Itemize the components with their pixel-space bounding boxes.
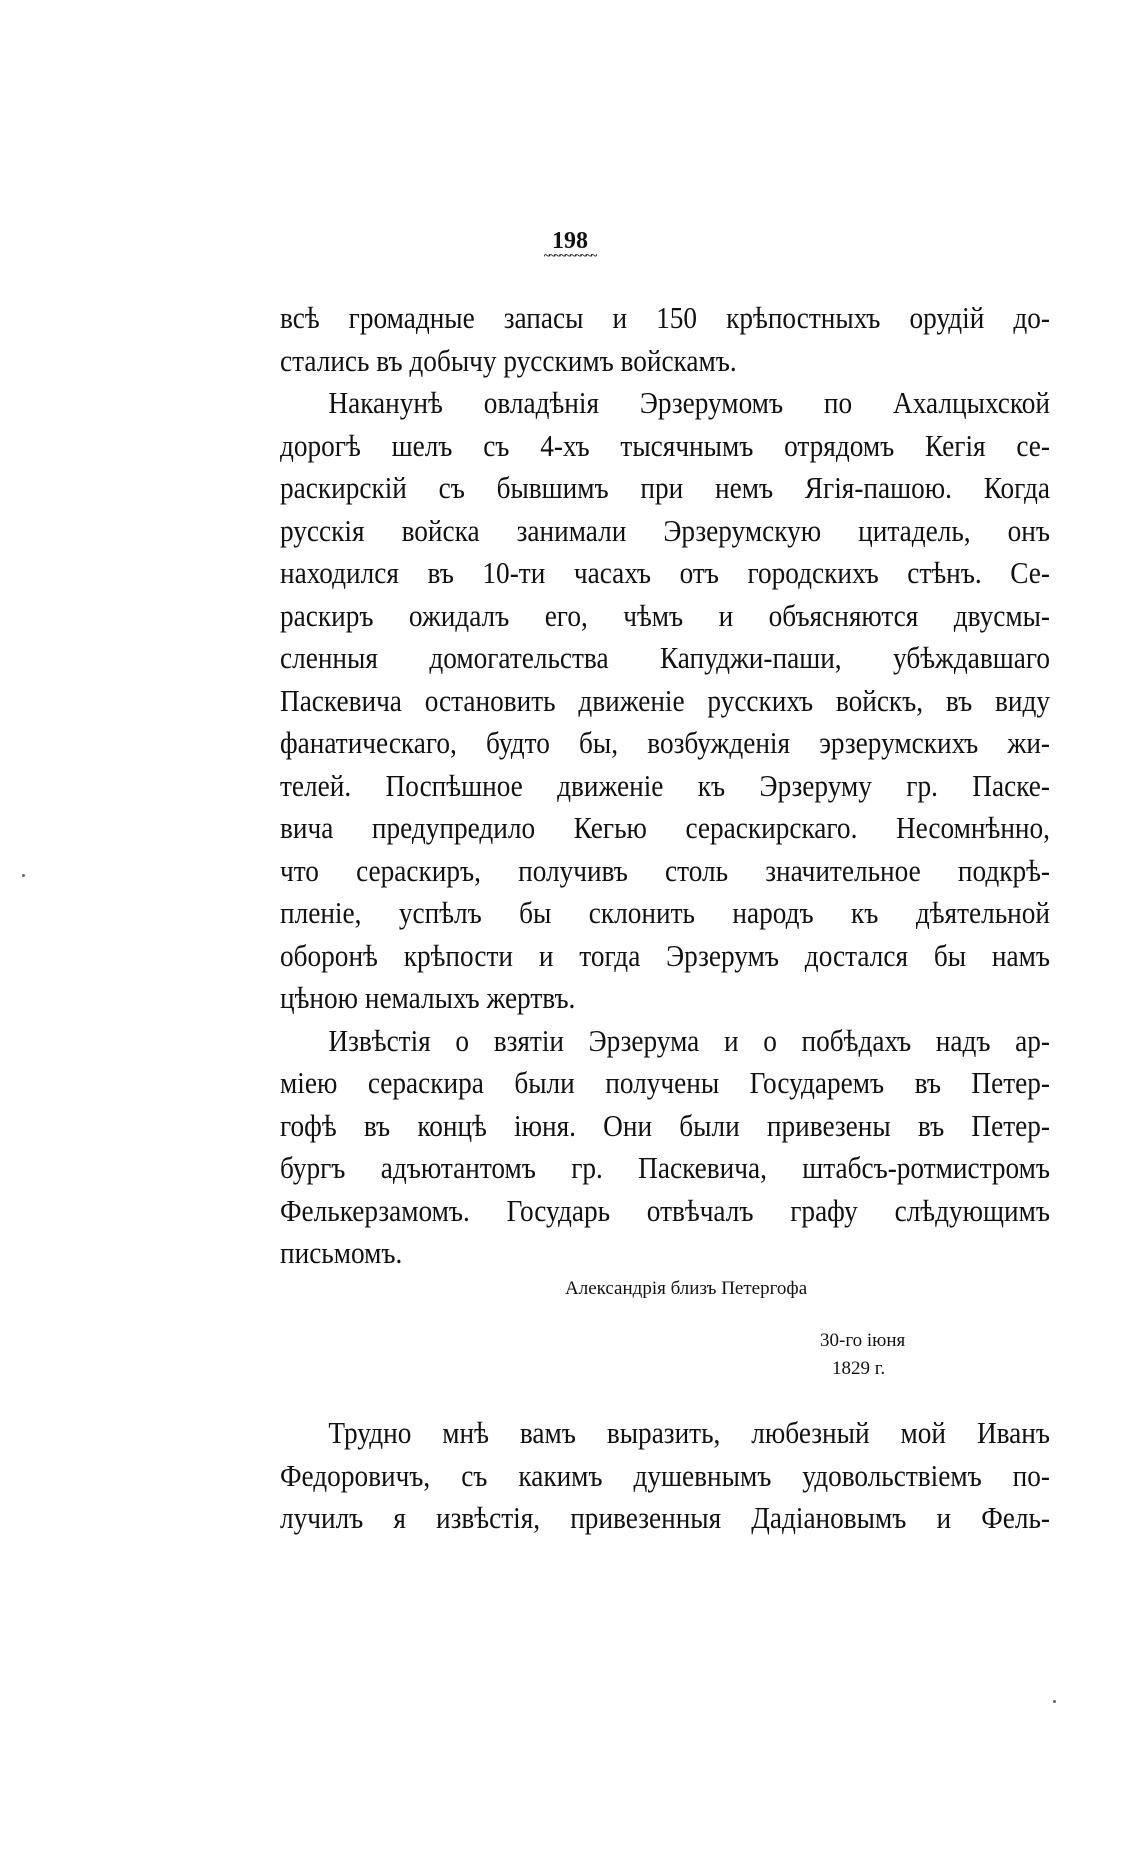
text-line: вича предупредило Кегью сераскирскаго. Несомнѣнно, [280, 810, 1050, 845]
text-line: находился въ 10-ти часахъ отъ городскихъ стѣнъ. Се- [280, 555, 1050, 590]
text-line: Фелькерзамомъ. Государь отвѣчалъ графу слѣдующимъ [280, 1192, 1050, 1228]
text-line: русскія войска занимали Эрзерумскую цитадель, онъ [280, 512, 1050, 548]
letter-text-block [280, 1412, 1050, 1540]
text-line: бургъ адъютантомъ гр. Паскевича, штабсъ-ротмистромъ [280, 1150, 1050, 1185]
text-line: раскирскій съ бывшимъ при немъ Ягія-пашою. Когда [280, 470, 1050, 505]
text-line: пленіе, успѣлъ бы склонить народъ къ дѣятельной [280, 895, 1050, 930]
text-line: оборонѣ крѣпости и тогда Эрзерумъ достался бы намъ [280, 937, 1050, 973]
main-text-block [280, 297, 1050, 1275]
page-number-value: 198 [552, 228, 588, 254]
scan-speck [1053, 1700, 1056, 1703]
page-number [0, 228, 1140, 262]
text-line: гофѣ въ концѣ іюня. Они были привезены въ Петер- [280, 1107, 1050, 1143]
text-line: письмомъ. [280, 1235, 403, 1270]
letter-date-day: 30-го іюня [820, 1330, 906, 1351]
text-line: Наканунѣ овладѣнія Эрзерумомъ по Ахалцыхской [328, 385, 1050, 420]
text-line: Извѣстія о взятіи Эрзерума и о побѣдахъ надъ ар- [328, 1022, 1050, 1058]
text-line: телей. Поспѣшное движеніе къ Эрзеруму гр. Паске- [280, 767, 1050, 803]
text-line: Федоровичъ, съ какимъ душевнымъ удовольствіемъ по- [280, 1457, 1050, 1493]
text-line: стались въ добычу русскимъ войскамъ. [280, 342, 737, 378]
text-line: всѣ громадные запасы и 150 крѣпостныхъ орудій до- [280, 300, 1050, 335]
letter-place: Александрія близъ Петергофа [565, 1278, 808, 1299]
text-line: Трудно мнѣ вамъ выразить, любезный мой Иванъ [328, 1415, 1050, 1450]
text-line: фанатическаго, будто бы, возбужденія эрзерумскихъ жи- [280, 725, 1050, 760]
text-line: раскиръ ожидалъ его, чѣмъ и объясняются двусмы- [280, 597, 1050, 633]
text-line: дорогѣ шелъ съ 4-хъ тысячнымъ отрядомъ Кегія се- [280, 427, 1050, 463]
text-line: Паскевича остановить движеніе русскихъ войскъ, въ виду [280, 682, 1050, 718]
text-line: міею сераскира были получены Государемъ въ Петер- [280, 1065, 1050, 1100]
scan-speck [22, 874, 25, 877]
letter-date-year: 1829 г. [832, 1358, 886, 1379]
text-line: лучилъ я извѣстія, привезенныя Дадіановымъ и Фель- [280, 1500, 1050, 1535]
page-number-ornament: ~~~~~~~~~~ [543, 248, 597, 262]
text-line: сленныя домогательства Капуджи-паши, убѣждавшаго [280, 640, 1050, 675]
text-line: что сераскиръ, получивъ столь значительное подкрѣ- [280, 852, 1050, 888]
text-line: цѣною немалыхъ жертвъ. [280, 980, 576, 1015]
